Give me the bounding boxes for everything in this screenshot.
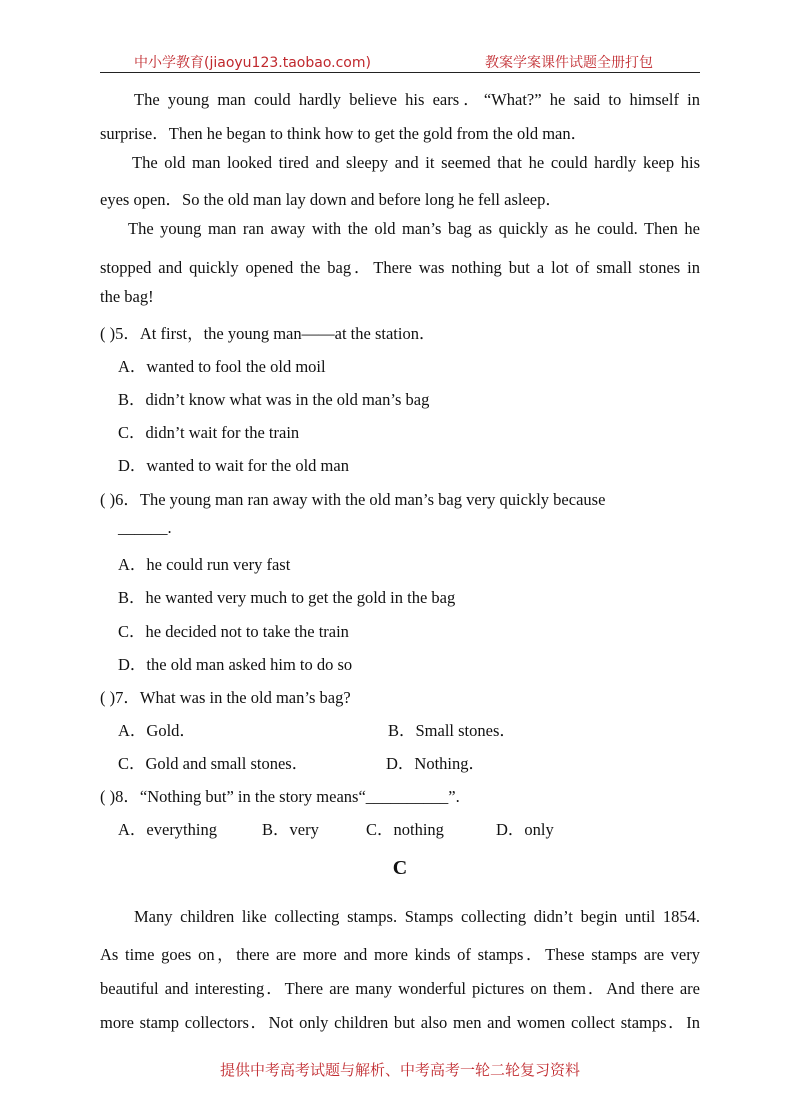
- question-6-option-a: A．he could run very fast: [118, 555, 291, 574]
- passage-b-line-4: eyes open．So the old man lay down and before long he fell asleep．: [100, 190, 562, 209]
- question-5-option-d: D．wanted to wait for the old man: [118, 456, 349, 475]
- passage-b-line-2: surprise．Then he began to think how to get the gold from the old man．: [100, 124, 588, 143]
- page-footer: 提供中考高考试题与解析、中考高考一轮二轮复习资料: [219, 1061, 580, 1079]
- question-5-option-c: C．didn’t wait for the train: [118, 423, 300, 442]
- question-6-option-c: C．he decided not to take the train: [118, 622, 349, 641]
- question-8-option-c: C．nothing: [366, 820, 444, 839]
- question-8-option-d: D．only: [496, 820, 554, 839]
- passage-b-line-7: the bag!: [100, 287, 154, 306]
- header-source-text: 中小学教育(jiaoyu123.taobao.com): [134, 55, 371, 71]
- question-8-stem: ( )8．“Nothing but” in the story means“__________”.: [100, 787, 460, 806]
- question-7-stem: ( )7．What was in the old man’s bag?: [100, 688, 351, 707]
- question-7-option-d: D．Nothing．: [386, 754, 485, 773]
- question-6-option-b: B．he wanted very much to get the gold in the bag: [118, 588, 456, 607]
- section-c-line-4: more stamp collectors．Not only children but also men and women collect stamps．In: [100, 1013, 700, 1032]
- page-header: [100, 50, 700, 73]
- section-c-heading: C: [392, 857, 408, 879]
- section-c-line-1: Many children like collecting stamps. Stamps collecting didn’t begin until 1854.: [134, 907, 700, 926]
- question-6-option-d: D．the old man asked him to do so: [118, 655, 353, 674]
- question-7-option-b: B．Small stones．: [388, 721, 516, 740]
- passage-b-line-1: The young man could hardly believe his ears．“What?” he said to himself in: [134, 90, 700, 109]
- question-5-stem: ( )5．At first，the young man——at the station．: [100, 324, 436, 343]
- passage-b-line-6: stopped and quickly opened the bag．There was nothing but a lot of small stones in: [100, 258, 700, 277]
- question-6-stem: ( )6．The young man ran away with the old man’s bag very quickly because: [100, 490, 606, 509]
- passage-b-line-5: The young man ran away with the old man’s bag as quickly as he could. Then he: [128, 219, 700, 238]
- question-5-option-b: B．didn’t know what was in the old man’s bag: [118, 390, 430, 409]
- question-8-option-b: B．very: [262, 820, 319, 839]
- question-6-blank: ______.: [118, 518, 172, 537]
- question-8-option-a: A．everything: [118, 820, 217, 839]
- header-tagline: 教案学案课件试题全册打包: [485, 55, 653, 71]
- question-7-option-c: C．Gold and small stones．: [118, 754, 309, 773]
- section-c-line-3: beautiful and interesting．There are many wonderful pictures on them．And there are: [100, 979, 700, 998]
- section-c-line-2: As time goes on，there are more and more kinds of stamps．These stamps are very: [100, 945, 700, 964]
- question-5-option-a: A．wanted to fool the old moil: [118, 357, 326, 376]
- passage-b-line-3: The old man looked tired and sleepy and it seemed that he could hardly keep his: [132, 153, 700, 172]
- question-7-option-a: A．Gold．: [118, 721, 196, 740]
